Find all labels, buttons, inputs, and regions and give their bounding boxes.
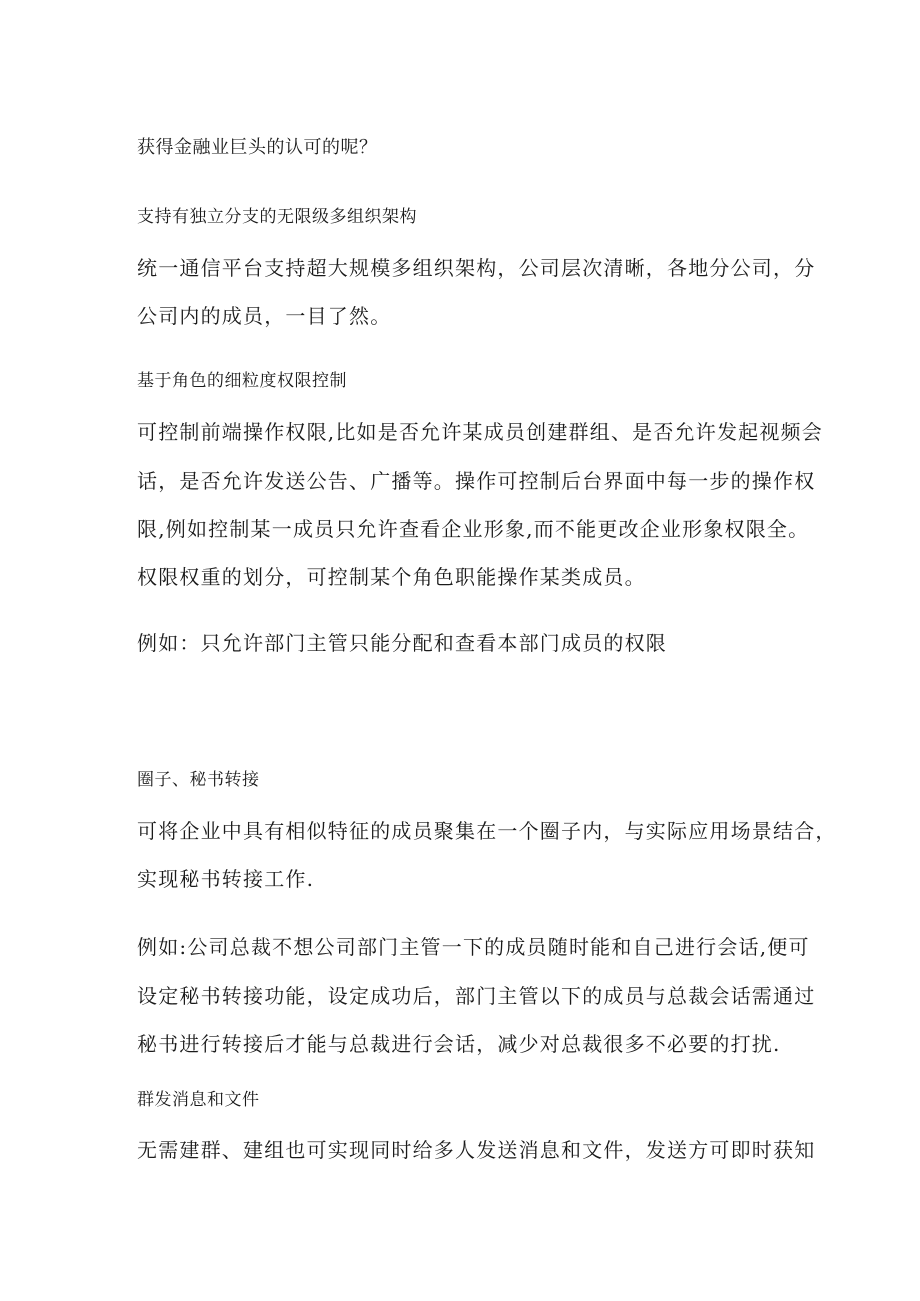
paragraph-line: 限,例如控制某一成员只允许查看企业形象,而不能更改企业形象权限全。 xyxy=(137,517,810,541)
paragraph-line: 公司内的成员，一目了然。 xyxy=(137,304,392,328)
paragraph-line: 统一通信平台支持超大规模多组织架构，公司层次清晰，各地分公司，分 xyxy=(137,256,816,280)
section-heading-broadcast: 群发消息和文件 xyxy=(137,1090,260,1110)
paragraph-line: 秘书进行转接后才能与总裁进行会话，减少对总裁很多不必要的打扰. xyxy=(137,1032,781,1056)
paragraph-line: 实现秘书转接工作. xyxy=(137,867,315,891)
paragraph-line: 可将企业中具有相似特征的成员聚集在一个圈子内，与实际应用场景结合， xyxy=(137,819,837,843)
section-heading-org-structure: 支持有独立分支的无限级多组织架构 xyxy=(137,207,417,227)
paragraph-line: 无需建群、建组也可实现同时给多人发送消息和文件，发送方可即时获知 xyxy=(137,1138,816,1162)
paragraph-line: 权限权重的划分，可控制某个角色职能操作某类成员。 xyxy=(137,565,646,589)
paragraph-line: 话，是否允许发送公告、广播等。操作可控制后台界面中每一步的操作权 xyxy=(137,469,816,493)
example-line: 例如:公司总裁不想公司部门主管一下的成员随时能和自己进行会话,便可 xyxy=(137,935,810,959)
paragraph-line: 可控制前端操作权限,比如是否允许某成员创建群组、是否允许发起视频会 xyxy=(137,420,823,444)
paragraph-line: 设定秘书转接功能，设定成功后，部门主管以下的成员与总裁会话需通过 xyxy=(137,984,816,1008)
intro-question: 获得金融业巨头的认可的呢？ xyxy=(137,137,378,158)
section-heading-circles: 圈子、秘书转接 xyxy=(137,770,260,790)
section-heading-role-permissions: 基于角色的细粒度权限控制 xyxy=(137,371,347,391)
example-line: 例如：只允许部门主管只能分配和查看本部门成员的权限 xyxy=(137,631,667,655)
